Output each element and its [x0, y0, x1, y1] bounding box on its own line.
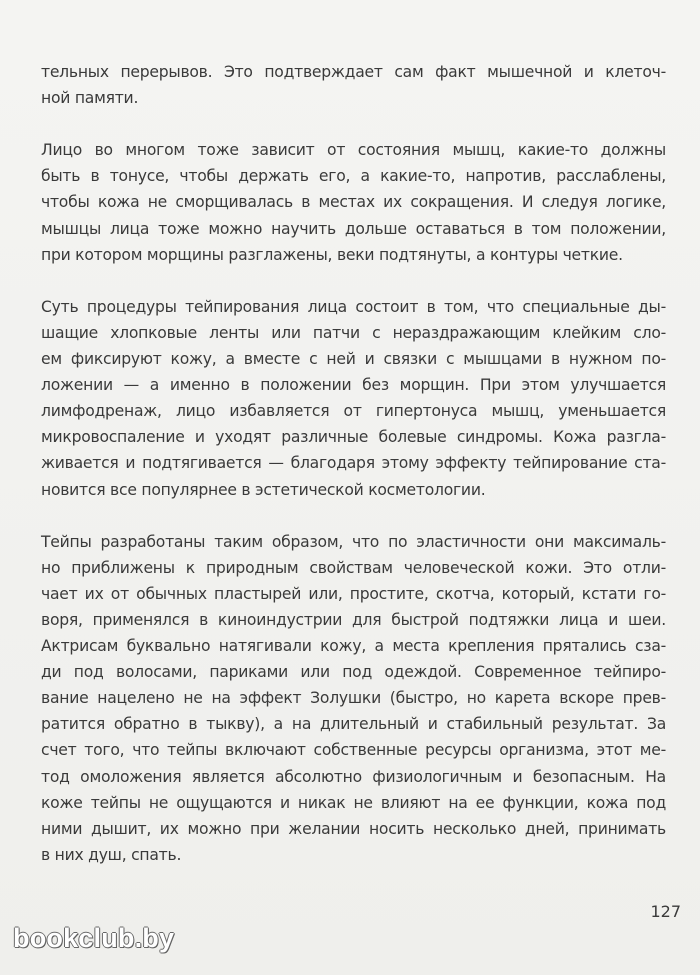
- paragraph-1: [41, 59, 666, 111]
- paragraph-4: [41, 529, 666, 868]
- text-line: чает их от обычных пластырей или, простите, скотча, который, кстати го-: [41, 584, 666, 603]
- text-line: Тейпы разработаны таким образом, что по эластичности они максималь-: [41, 532, 666, 551]
- text-line: ной памяти.: [41, 89, 139, 108]
- page-body-text: [41, 59, 666, 868]
- text-line: чтобы кожа не сморщивалась в местах их сокращения. И следуя логике,: [41, 193, 666, 212]
- text-line: Суть процедуры тейпирования лица состоит в том, что специальные ды-: [41, 297, 666, 316]
- text-line: при котором морщины разглажены, веки подтянуты, а контуры четкие.: [41, 245, 623, 264]
- text-line: воря, применялся в киноиндустрии для быстрой подтяжки лица и шеи.: [41, 610, 666, 629]
- text-line: живается и подтягивается — благодаря этому эффекту тейпирование ста-: [41, 454, 666, 473]
- text-line: вание нацелено не на эффект Золушки (быстро, но карета вскоре прев-: [41, 689, 666, 708]
- text-line: ратится обратно в тыкву), а на длительный и стабильный результат. За: [41, 715, 666, 734]
- paragraph-gap: [41, 503, 666, 529]
- text-line: быть в тонусе, чтобы держать его, а какие-то, напротив, расслаблены,: [41, 167, 666, 186]
- text-line: новится все популярнее в эстетической косметологии.: [41, 480, 486, 499]
- text-line: Актрисам буквально натягивали кожу, а места крепления прятались сза-: [41, 637, 666, 656]
- text-line: ем фиксируют кожу, а вместе с ней и связки с мышцами в нужном по-: [41, 350, 666, 369]
- text-line: Лицо во многом тоже зависит от состояния мышц, какие-то должны: [41, 141, 666, 160]
- text-line: ложении — а именно в положении без морщин. При этом улучшается: [41, 376, 666, 395]
- text-line: микровоспаление и уходят различные болевые синдромы. Кожа разгла-: [41, 428, 666, 447]
- paragraph-2: [41, 137, 666, 267]
- site-watermark: bookclub.by: [13, 923, 175, 953]
- text-line: лимфодренаж, лицо избавляется от гипертонуса мышц, уменьшается: [41, 402, 666, 421]
- paragraph-gap: [41, 111, 666, 137]
- text-line: ди под волосами, париками или под одеждой. Современное тейпиро-: [41, 663, 666, 682]
- text-line: шащие хлопковые ленты или патчи с нераздражающим клейким сло-: [41, 323, 666, 342]
- text-line: коже тейпы не ощущаются и никак не влияют на ее функции, кожа под: [41, 793, 666, 812]
- text-line: но приближены к природным свойствам человеческой кожи. Это отли-: [41, 558, 666, 577]
- page-number: 127: [650, 902, 681, 921]
- text-line: тод омоложения является абсолютно физиологичным и безопасным. На: [41, 767, 666, 786]
- text-line: ними дышит, их можно при желании носить несколько дней, принимать: [41, 819, 666, 838]
- text-line: счет того, что тейпы включают собственные ресурсы организма, этот ме-: [41, 741, 666, 760]
- text-line: тельных перерывов. Это подтверждает сам факт мышечной и клеточ-: [41, 63, 666, 81]
- paragraph-3: [41, 294, 666, 503]
- paragraph-gap: [41, 268, 666, 294]
- text-line: мышцы лица тоже можно научить дольше оставаться в том положении,: [41, 219, 666, 238]
- text-line: в них душ, спать.: [41, 845, 182, 864]
